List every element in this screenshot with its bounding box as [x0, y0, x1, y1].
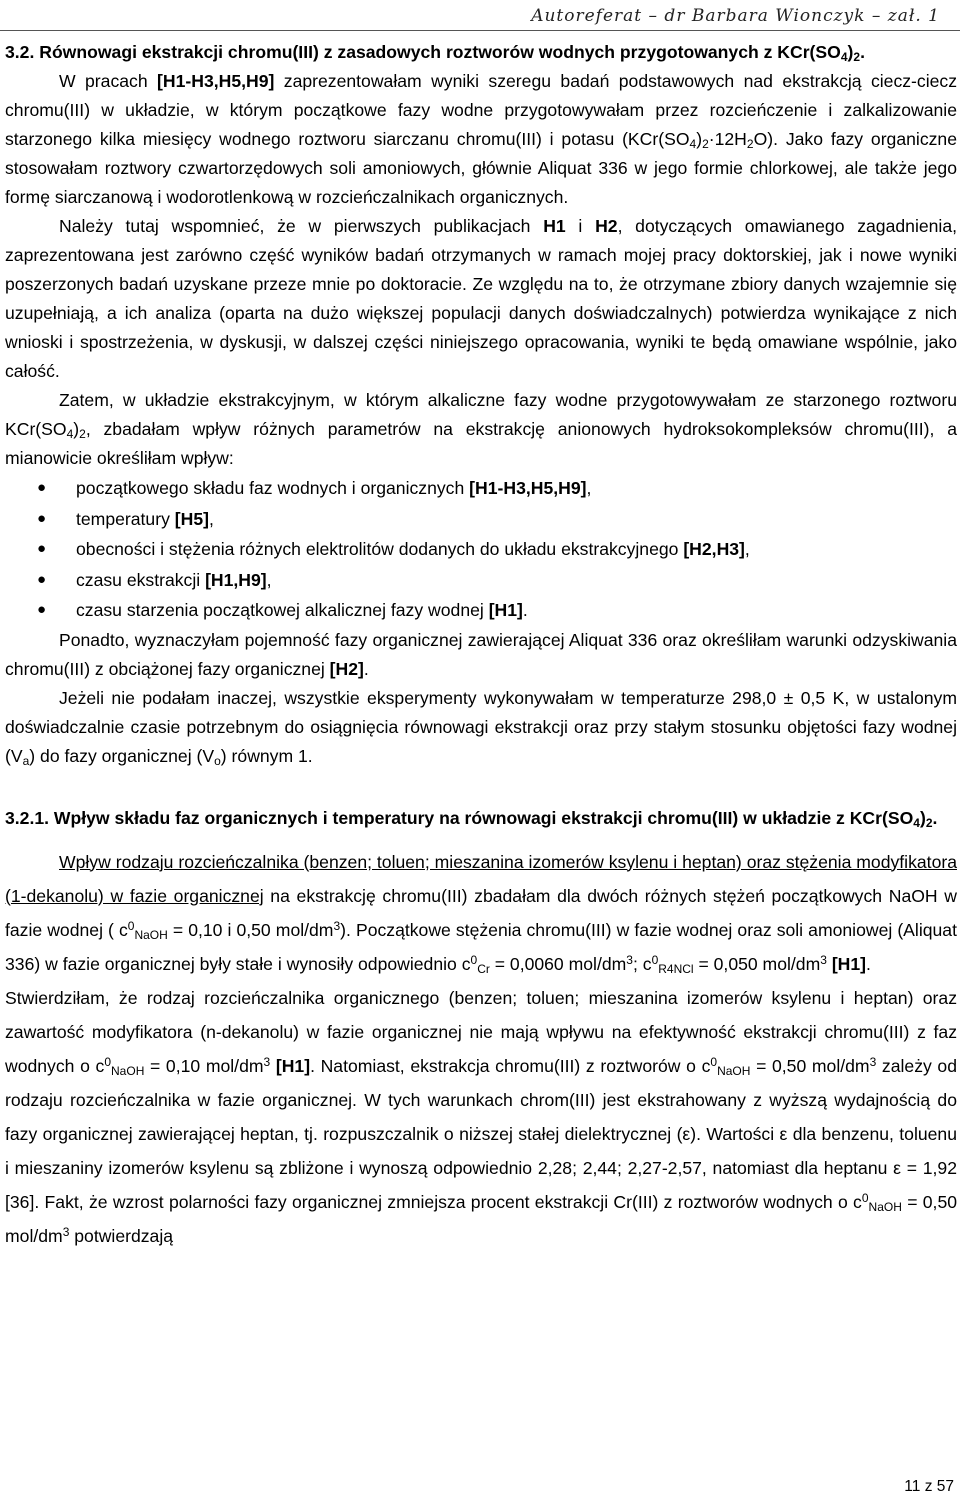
reference: H2 [595, 216, 618, 236]
spacer [5, 771, 957, 801]
paragraph-1: W pracach [H1-H3,H5,H9] zaprezentowałam wyniki szeregu badań podstawowych nad ekstrakcją ciecz-ciecz chromu(III) w układzie, w którym początkowe fazy wodne przygotowywałam przez rozcieńczenie i zalkalizowanie starzonego kilka miesięcy wodnego roztworu siarczanu chromu(III) i potasu $(KCr(SO_4)_2\cdot 12H_2O)$. Jako fazy organiczne stosowałam roztwory czwartorzędowych soli amoniowych, głównie Aliquat 336 w jego formie chlorkowej, ale także jego formę siarczanową i wodorotlenkową w rozcieńczalnikach organicznych. [5, 71, 958, 207]
bullet-icon: ● [37, 540, 47, 557]
spacer [5, 835, 957, 845]
header-divider [0, 30, 960, 31]
document-body [5, 38, 957, 1253]
page-number: 11 z 57 [904, 1478, 954, 1495]
list-item: ● początkowego składu faz wodnych i organicznych [H1-H3,H5,H9], [5, 473, 957, 504]
bullet-icon: ● [37, 479, 47, 496]
bullet-icon: ● [37, 601, 47, 618]
list-item: ● czasu ekstrakcji [H1,H9], [5, 565, 957, 596]
list-item: ● obecności i stężenia różnych elektrolitów dodanych do układu ekstrakcyjnego [H2,H3], [5, 534, 957, 565]
list-item: ● temperatury [H5], [5, 504, 957, 535]
paragraph-4: Ponadto, wyznaczyłam pojemność fazy organicznej zawierającej Aliquat 336 oraz określiłam warunki odzyskiwania chromu(III) z obciążonej fazy organicznej [H2]. [5, 629, 957, 679]
bullet-icon: ● [37, 570, 47, 588]
bullet-icon: ● [37, 509, 47, 527]
paragraph-7: Stwierdziłam, że rodzaj rozcieńczalnika organicznego (benzen; toluen; mieszanina izomerów ksylenu i heptan) oraz zawartość modyfikatora (n-dekanolu) w fazie organicznej nie mają wpływu na efektywność ekstrakcji chromu(III) z faz wodnych o $c^0_{NaOH} = 0,10$ mol/$dm^3$ [H1]. Natomiast, ekstrakcja chromu(III) z roztworów o $c^0_{NaOH} = 0,50$ mol/$dm^3$ zależy od rodzaju rozcieńczalnika w fazie organicznej. W tych warunkach chrom(III) jest ekstrahowany z wyższą wydajnością do fazy organicznej zawierającej heptan, tj. rozpuszczalnik o niższej stałej dielektrycznej (ε). Wartości ε dla benzenu, toluenu i mieszaniny izomerów ksylenu są zbliżone i wynoszą odpowiednio 2,28; 2,44; 2,27-2,57, natomiast dla heptanu ε = 1,92 [36]. Fakt, że wzrost polarności fazy organicznej zmniejsza procent ekstrakcji Cr(III) z roztworów wodnych o $c^0_{NaOH} = 0,50$ mol/$dm^3$ potwierdzają [5, 987, 958, 1246]
paragraph-2: Należy tutaj wspomnieć, że w pierwszych publikacjach H1 i H2, dotyczących omawianego zagadnienia, zaprezentowana jest zarówno część wyników badań otrzymanych w ramach mojej pracy doktorskiej, jak i nowe wyniki poszerzonych badań uzyskane przeze mnie po doktoracie. Ze względu na to, że otrzymane zbiory danych wzajemnie się uzupełniają, a ich analiza (oparta na dużo większej populacji danych doświadczalnych) potwierdza wynikające z nich wnioski i spostrzeżenia, w dyskusji, w dalszej części niniejszego opracowania, wyniki te będą omawiane wspólnie, jako całość. [5, 216, 957, 381]
subsection-heading: 3.2.1. Wpływ składu faz organicznych i temperatury na równowagi ekstrakcji chromu(III) w układzie z $KCr(SO_4)_2$. [5, 807, 938, 830]
reference: [H1-H3,H5,H9] [157, 71, 275, 91]
paragraph-3: Zatem, w układzie ekstrakcyjnym, w którym alkaliczne fazy wodne przygotowywałam ze starzonego roztworu $KCr(SO_4)_2$, zbadałam wpływ różnych parametrów na ekstrakcję anionowych hydroksokompleksów chromu(III), a mianowicie określiłam wpływ: [5, 390, 957, 468]
paragraph-6: Wpływ rodzaju rozcieńczalnika (benzen; toluen; mieszanina izomerów ksylenu i heptan) oraz stężenia modyfikatora (1-dekanolu) w fazie organicznej na ekstrakcję chromu(III) zbadałam dla dwóch różnych stężeń początkowych NaOH w fazie wodnej ( $c^0_{NaOH} = 0,10$ i 0,50 mol/$dm^3$). Początkowe stężenia chromu(III) w fazie wodnej oraz soli amoniowej (Aliquat 336) w fazie organicznej były stałe i wynosiły odpowiednio $c^0_{Cr} = 0,0060$ mol/$dm^3$; $c^0_{R4NCl} = 0,050$ mol/$dm^3$ [H1]. [5, 851, 957, 976]
list-item: ● czasu starzenia początkowej alkalicznej fazy wodnej [H1]. [5, 595, 957, 626]
running-header: Autoreferat – dr Barbara Wionczyk – zał. 1 [531, 6, 940, 26]
section-heading: 3.2. Równowagi ekstrakcji chromu(III) z zasadowych roztworów wodnych przygotowanych z $KCr(SO_4)_2$. [5, 42, 865, 64]
reference: H1 [543, 216, 566, 236]
paragraph-5: Jeżeli nie podałam inaczej, wszystkie eksperymenty wykonywałam w temperaturze 298,0 ± 0,5 K, w ustalonym doświadczalnie czasie potrzebnym do osiągnięcia równowagi ekstrakcji oraz przy stałym stosunku objętości fazy wodnej $(V_a)$ do fazy organicznej $(V_o)$ równym 1. [5, 687, 957, 768]
bullet-list [5, 473, 957, 626]
